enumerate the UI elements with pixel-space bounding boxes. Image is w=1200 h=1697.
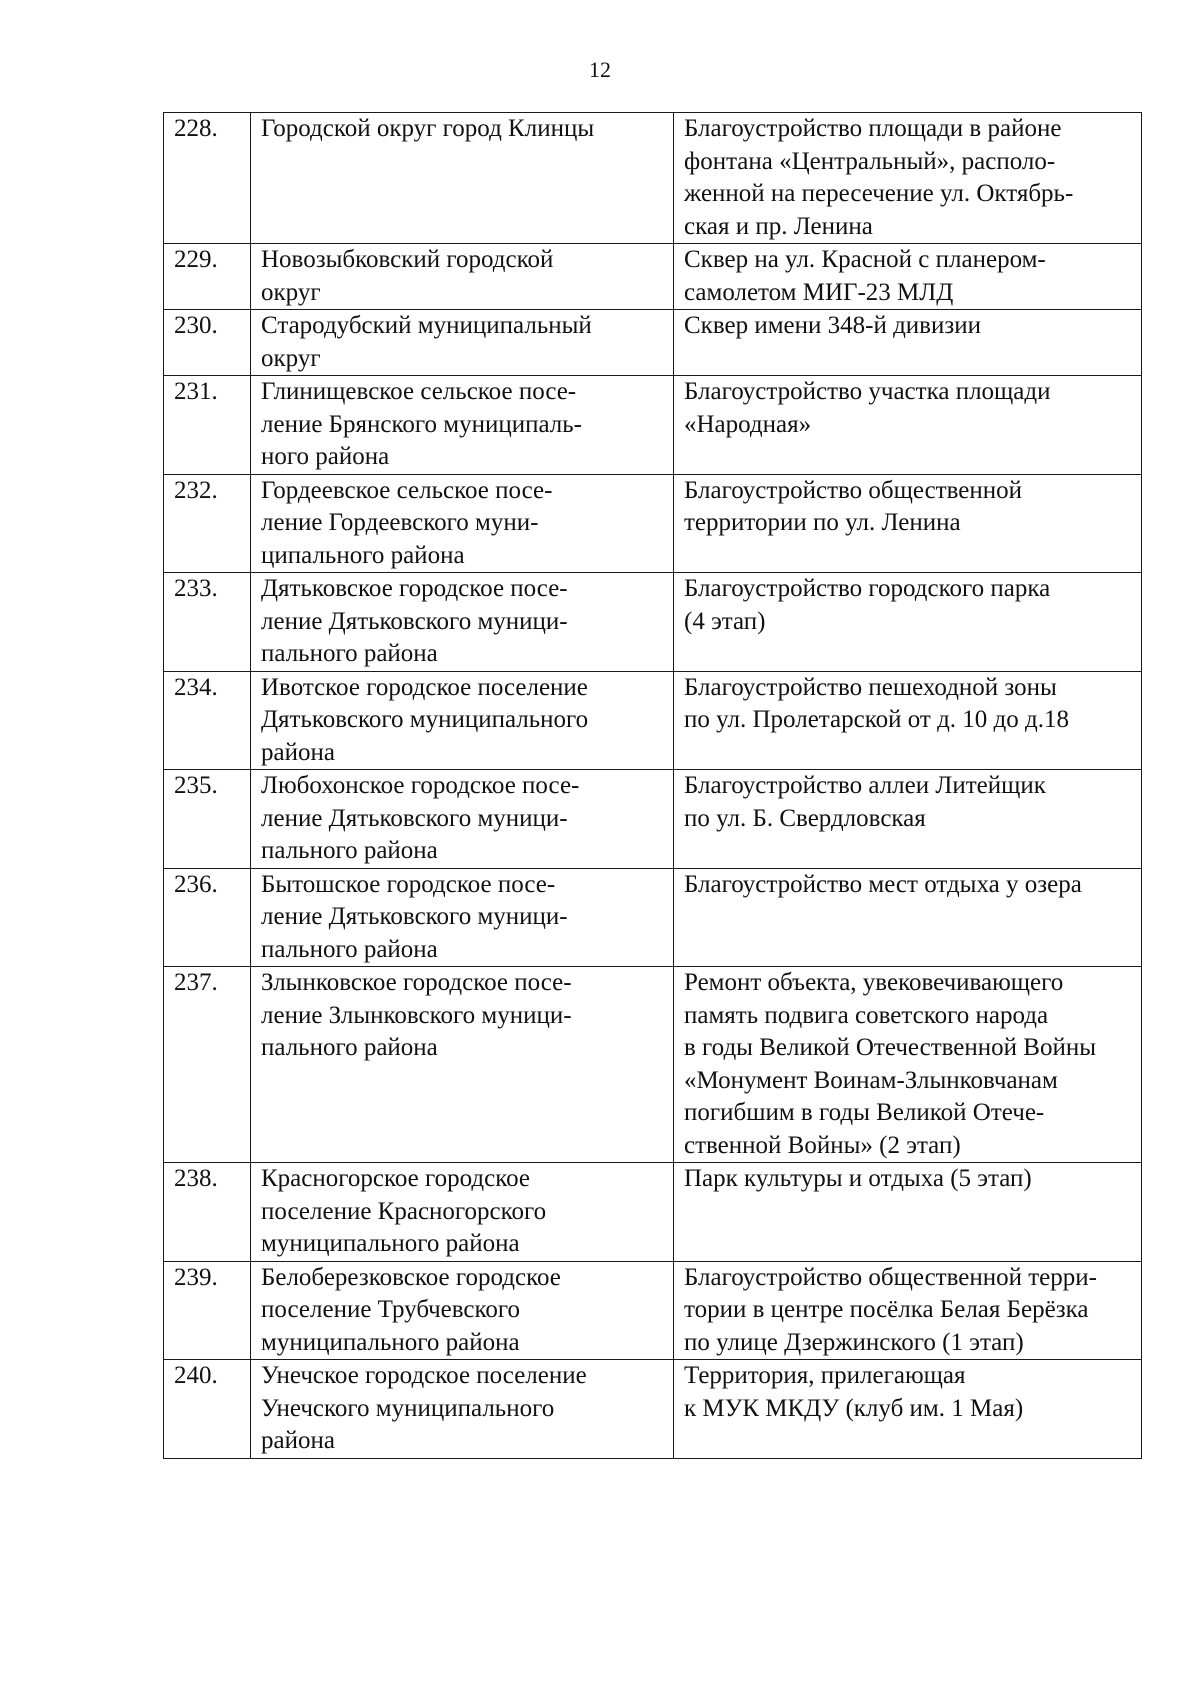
municipality-cell-text: Унечское городское поселение Унечского муниципального района — [261, 1362, 587, 1454]
object-cell-text: Благоустройство городского парка (4 этап) — [684, 575, 1051, 635]
municipality-cell — [251, 376, 674, 475]
object-cell — [674, 474, 1142, 573]
row-number-cell-text: 238. — [174, 1165, 218, 1192]
projects-table — [163, 112, 1142, 1459]
object-cell — [674, 770, 1142, 869]
object-cell — [674, 868, 1142, 967]
object-cell — [674, 244, 1142, 310]
row-number-cell — [164, 1261, 251, 1360]
row-number-cell — [164, 113, 251, 244]
municipality-cell — [251, 868, 674, 967]
object-cell-text: Благоустройство пешеходной зоны по ул. Пролетарской от д. 10 до д.18 — [684, 673, 1069, 733]
municipality-cell — [251, 1261, 674, 1360]
row-number-cell — [164, 671, 251, 770]
municipality-cell-text: Ивотское городское поселение Дятьковского муниципального района — [261, 673, 589, 766]
municipality-cell — [251, 244, 674, 310]
object-cell — [674, 1360, 1142, 1459]
row-number-cell-text: 240. — [174, 1362, 218, 1389]
row-number-cell — [164, 310, 251, 376]
municipality-cell-text: Белоберезковское городское поселение Трубчевского муниципального района — [261, 1263, 561, 1356]
table-row — [164, 573, 1142, 672]
row-number-cell-text: 233. — [174, 575, 218, 602]
municipality-cell-text: Красногорское городское поселение Красногорского муниципального района — [261, 1165, 547, 1257]
municipality-cell-text: Гордеевское сельское посе- ление Гордеевского муни- ципального района — [261, 476, 553, 569]
row-number-cell-text: 229. — [174, 246, 218, 273]
table-row — [164, 1261, 1142, 1360]
row-number-cell — [164, 573, 251, 672]
municipality-cell-text: Дятьковское городское посе- ление Дятьковского муници- пального района — [261, 575, 568, 667]
object-cell-text: Ремонт объекта, увековечивающего память подвига советского народа в годы Великой Отечественной Войны «Монумент Воинам-Злынковчанам погибшим в годы Великой Отече- ственной Войны» (2 этап) — [684, 969, 1096, 1159]
row-number-cell — [164, 868, 251, 967]
municipality-cell-text: Городской округ город Клинцы — [261, 115, 595, 142]
page-number: 12 — [589, 57, 611, 82]
row-number-cell-text: 236. — [174, 870, 218, 898]
municipality-cell — [251, 1360, 674, 1459]
row-number-cell-text: 239. — [174, 1263, 218, 1291]
row-number-cell — [164, 376, 251, 475]
municipality-cell-text: Стародубский муниципальный округ — [261, 312, 592, 372]
row-number-cell — [164, 474, 251, 573]
table-row — [164, 113, 1142, 244]
municipality-cell — [251, 113, 674, 244]
table-row — [164, 474, 1142, 573]
municipality-cell-text: Злынковское городское посе- ление Злынковского муници- пального района — [261, 969, 572, 1061]
table-row — [164, 967, 1142, 1163]
row-number-cell-text: 230. — [174, 312, 218, 339]
municipality-cell-text: Новозыбковский городской округ — [261, 246, 554, 306]
object-cell — [674, 376, 1142, 475]
object-cell-text: Благоустройство общественной территории по ул. Ленина — [684, 476, 1022, 536]
row-number-cell-text: 228. — [174, 115, 218, 142]
object-cell-text: Благоустройство участка площади «Народная» — [684, 378, 1051, 438]
row-number-cell — [164, 244, 251, 310]
row-number-cell-text: 235. — [174, 772, 218, 799]
row-number-cell — [164, 1163, 251, 1262]
table-row — [164, 1163, 1142, 1262]
object-cell — [674, 671, 1142, 770]
object-cell-text: Благоустройство площади в районе фонтана «Центральный», располо- женной на пересечение ул. Октябрь- ская и пр. Ленина — [684, 115, 1074, 240]
table-row — [164, 868, 1142, 967]
municipality-cell — [251, 671, 674, 770]
row-number-cell — [164, 770, 251, 869]
row-number-cell-text: 237. — [174, 969, 218, 996]
table-row — [164, 310, 1142, 376]
municipality-cell — [251, 770, 674, 869]
municipality-cell-text: Бытошское городское посе- ление Дятьковского муници- пального района — [261, 870, 568, 963]
object-cell — [674, 310, 1142, 376]
table-row — [164, 1360, 1142, 1459]
object-cell-text: Парк культуры и отдыха (5 этап) — [684, 1165, 1032, 1192]
object-cell-text: Сквер на ул. Красной с планером- самолетом МИГ-23 МЛД — [684, 246, 1046, 306]
table-row — [164, 770, 1142, 869]
table-row — [164, 376, 1142, 475]
municipality-cell-text: Глинищевское сельское посе- ление Брянского муниципаль- ного района — [261, 378, 582, 470]
table-row — [164, 671, 1142, 770]
row-number-cell — [164, 967, 251, 1163]
row-number-cell-text: 232. — [174, 476, 218, 504]
object-cell — [674, 113, 1142, 244]
table-body — [164, 113, 1142, 1459]
row-number-cell — [164, 1360, 251, 1459]
municipality-cell — [251, 967, 674, 1163]
row-number-cell-text: 231. — [174, 378, 218, 405]
row-number-cell-text: 234. — [174, 673, 218, 701]
object-cell-text: Благоустройство аллеи Литейщик по ул. Б. Свердловская — [684, 772, 1046, 832]
municipality-cell — [251, 310, 674, 376]
object-cell — [674, 1261, 1142, 1360]
object-cell — [674, 1163, 1142, 1262]
table-row — [164, 244, 1142, 310]
municipality-cell — [251, 1163, 674, 1262]
municipality-cell — [251, 573, 674, 672]
object-cell — [674, 573, 1142, 672]
municipality-cell — [251, 474, 674, 573]
object-cell-text: Благоустройство мест отдыха у озера — [684, 870, 1082, 898]
municipality-cell-text: Любохонское городское посе- ление Дятьковского муници- пального района — [261, 772, 580, 864]
object-cell-text: Благоустройство общественной терри- тории в центре посёлка Белая Берёзка по улице Дзержинского (1 этап) — [684, 1263, 1097, 1356]
object-cell-text: Территория, прилегающая к МУК МКДУ (клуб им. 1 Мая) — [684, 1362, 1024, 1422]
object-cell-text: Сквер имени 348-й дивизии — [684, 312, 981, 339]
object-cell — [674, 967, 1142, 1163]
